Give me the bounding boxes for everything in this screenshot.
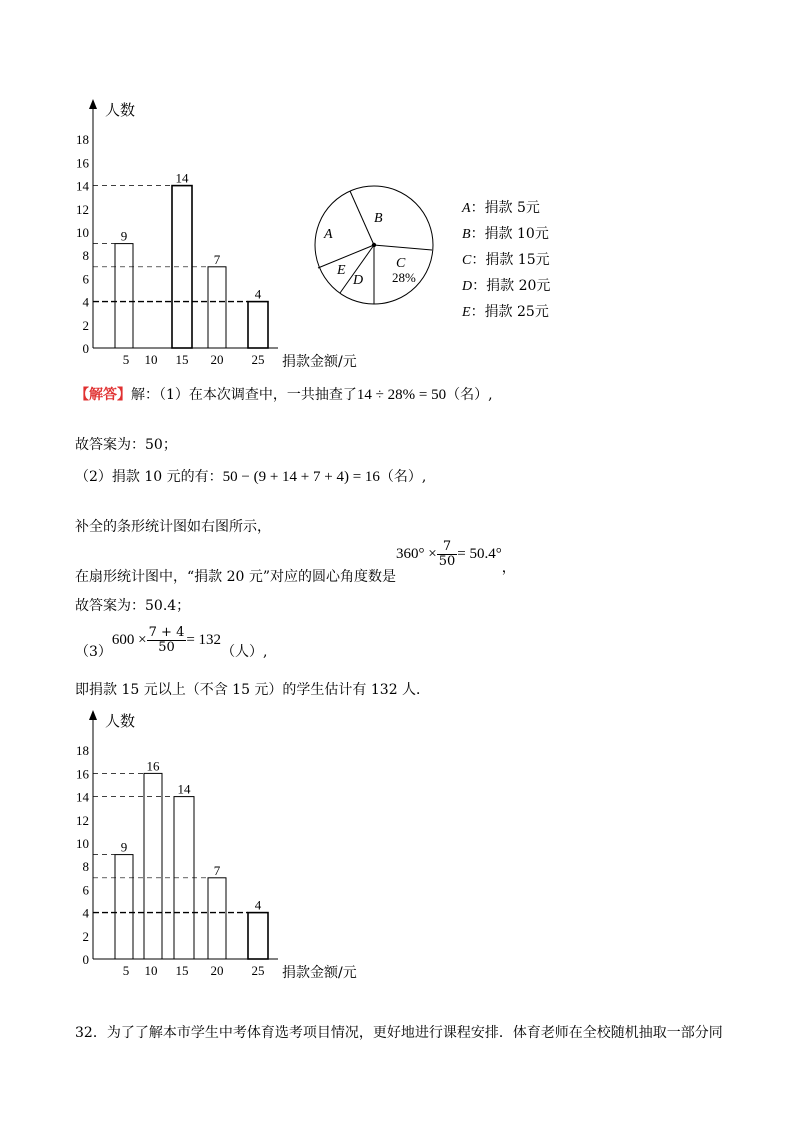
y-tick-label: 4 (82, 294, 89, 310)
legend-item-e: E：捐款 25元 (462, 304, 549, 320)
y-tick-label: 6 (82, 882, 89, 898)
math-expr-1: 14 ÷ 28% = 50 (356, 387, 447, 403)
bar-value-label: 16 (146, 758, 160, 774)
pie-label-c: C (396, 256, 406, 271)
bar-chart-2 (60, 706, 380, 986)
solution-line-1: 【解答】解：（1）在本次调查中，一共抽查了14 ÷ 28% = 50（名）, (75, 387, 493, 403)
y-tick-label: 0 (82, 952, 89, 967)
y-tick-label: 16 (76, 155, 89, 171)
bar-value-label: 4 (254, 897, 262, 913)
bar (208, 267, 226, 348)
y-tick-label: 16 (76, 766, 89, 782)
y-tick-label: 14 (76, 178, 89, 194)
bar (248, 913, 268, 959)
x-tick-label: 20 (210, 352, 224, 367)
solution-line-3: （2）捐款 10 元的有：50 − (9 + 14 + 7 + 4) = 16（名）, (75, 469, 427, 485)
y-axis-arrow (89, 99, 97, 109)
bar-value-label: 4 (254, 286, 262, 302)
bar (115, 244, 133, 348)
y-tick-label: 10 (76, 225, 89, 240)
solution-line-8: 即捐款 15 元以上（不含 15 元）的学生估计有 132 人． (75, 682, 431, 698)
solution-line-7: （3）600 × $\frac{7 + 4}{50}$ = 132（人）, (75, 624, 268, 660)
bar-value-label: 7 (213, 251, 221, 267)
y-tick-label: 18 (76, 132, 89, 148)
math-expr-2: 50 − (9 + 14 + 7 + 4) = 16 (222, 469, 380, 485)
bar (144, 773, 162, 959)
x-axis-label: 捐款金额/元 (282, 354, 357, 370)
x-tick-label: 10 (144, 352, 158, 367)
x-tick-label: 25 (251, 352, 265, 367)
y-tick-label: 8 (82, 248, 89, 264)
pie-center (372, 243, 376, 247)
y-tick-label: 6 (82, 271, 89, 287)
pie-divider-ab (350, 191, 374, 245)
x-tick-label: 10 (144, 963, 158, 978)
pie-label-b: B (374, 211, 383, 226)
bar (248, 302, 268, 348)
math-expr-4: 600 × $\frac{7 + 4}{50}$ = 132 (111, 624, 222, 655)
y-tick-label: 14 (76, 789, 89, 805)
y-axis-label: 人数 (105, 712, 136, 730)
x-tick-label: 20 (210, 963, 224, 978)
pie-chart (310, 180, 440, 310)
solution-line-6: 故答案为：50.4； (75, 598, 191, 614)
y-tick-label: 2 (82, 317, 89, 333)
legend-item-d: D：捐款 20元 (462, 278, 551, 294)
y-tick-label: 12 (76, 812, 89, 828)
question-32: 32．为了了解本市学生中考体育选考项目情况，更好地进行课程安排．体育老师在全校随机抽取一部分同 (75, 1025, 723, 1041)
answer-tag: 【解答】 (75, 387, 131, 403)
bar-value-label: 14 (177, 781, 191, 797)
bar-value-label: 14 (175, 170, 189, 186)
legend-item-a: A：捐款 5元 (462, 200, 540, 216)
solution-line-5: 在扇形统计图中，“捐款 20 元”对应的圆心角度数是360° × $\frac{7}{50}$ = 50.4°， (75, 538, 516, 585)
math-expr-3: 360° × $\frac{7}{50}$ = 50.4° (396, 538, 502, 569)
bar-value-label: 9 (120, 228, 128, 244)
solution-line-2: 故答案为：50； (75, 437, 177, 453)
y-tick-label: 10 (76, 836, 89, 851)
x-tick-label: 5 (122, 963, 130, 978)
y-tick-label: 18 (76, 743, 89, 759)
y-axis-label: 人数 (105, 101, 136, 119)
solution-line-4: 补全的条形统计图如右图所示， (75, 519, 271, 535)
bar-value-label: 7 (213, 862, 221, 878)
y-axis-arrow (89, 710, 97, 720)
bar (115, 855, 133, 959)
x-tick-label: 15 (175, 352, 189, 367)
y-tick-label: 0 (82, 341, 89, 356)
pie-divider-bc (374, 245, 432, 250)
x-tick-label: 5 (122, 352, 130, 367)
pie-label-d: D (353, 273, 364, 288)
pie-group (315, 186, 433, 304)
y-tick-label: 12 (76, 201, 89, 217)
pie-label-a: A (324, 227, 333, 242)
legend-item-b: B：捐款 10元 (462, 226, 549, 242)
bar-value-label: 9 (120, 839, 128, 855)
x-tick-label: 15 (175, 963, 189, 978)
pie-value-c: 28% (392, 270, 416, 285)
legend-item-c: C：捐款 15元 (462, 252, 550, 268)
x-tick-label: 25 (251, 963, 265, 978)
pie-label-e: E (337, 263, 346, 278)
y-tick-label: 8 (82, 859, 89, 875)
y-tick-label: 4 (82, 905, 89, 921)
x-axis-label: 捐款金额/元 (282, 965, 357, 981)
bar (208, 878, 226, 959)
y-tick-label: 2 (82, 928, 89, 944)
